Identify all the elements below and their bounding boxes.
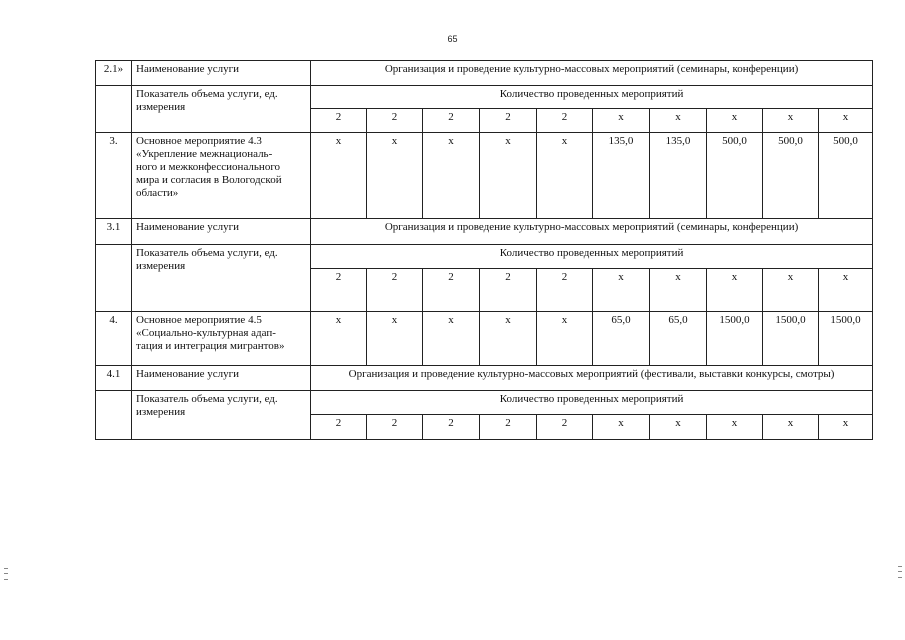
value-cell: 2 [367, 269, 423, 312]
value-cell: x [367, 312, 423, 366]
value-cell: 2 [423, 109, 480, 133]
value-cell: 1500,0 [707, 312, 763, 366]
measure-name: Количество проведенных мероприятий [311, 391, 873, 415]
value-cell: 2 [480, 269, 537, 312]
service-name: Организация и проведение культурно-массовых мероприятий (семинары, конференции) [311, 61, 873, 86]
service-label: Наименование услуги [132, 61, 311, 86]
indicator-label: Показатель объема услуги, ед. измерения [132, 245, 311, 312]
value-cell: x [763, 109, 819, 133]
row-number: 4. [96, 312, 132, 366]
program-table [95, 60, 873, 440]
table-row [96, 86, 873, 109]
row-number: 3. [96, 133, 132, 219]
value-cell: x [311, 133, 367, 219]
value-cell: 2 [311, 109, 367, 133]
service-label: Наименование услуги [132, 366, 311, 391]
row-number: 2.1» [96, 61, 132, 86]
value-cell: 500,0 [763, 133, 819, 219]
value-cell: x [650, 109, 707, 133]
value-cell: x [763, 269, 819, 312]
value-cell: x [593, 415, 650, 440]
row-number: 4.1 [96, 366, 132, 391]
value-cell: x [763, 415, 819, 440]
value-cell: x [650, 415, 707, 440]
row-number-empty [96, 245, 132, 312]
value-cell: x [537, 133, 593, 219]
value-cell: x [367, 133, 423, 219]
value-cell: 2 [311, 415, 367, 440]
value-cell: x [593, 109, 650, 133]
value-cell: x [480, 312, 537, 366]
value-cell: 2 [423, 415, 480, 440]
value-cell: x [819, 269, 873, 312]
row-number: 3.1 [96, 219, 132, 245]
measure-name: Количество проведенных мероприятий [311, 245, 873, 269]
service-name: Организация и проведение культурно-массовых мероприятий (семинары, конференции) [311, 219, 873, 245]
value-cell: 2 [537, 415, 593, 440]
value-cell: 2 [537, 269, 593, 312]
value-cell: x [707, 269, 763, 312]
right-edge-scan-mark [898, 566, 902, 578]
value-cell: 2 [537, 109, 593, 133]
value-cell: x [593, 269, 650, 312]
value-cell: x [480, 133, 537, 219]
table-row [96, 391, 873, 415]
indicator-label: Показатель объема услуги, ед. измерения [132, 391, 311, 440]
row-number-empty [96, 391, 132, 440]
service-name: Организация и проведение культурно-массовых мероприятий (фестивали, выставки конкурсы, смотры) [311, 366, 873, 391]
value-cell: x [423, 312, 480, 366]
value-cell: x [537, 312, 593, 366]
table-row [96, 61, 873, 86]
value-cell: x [707, 109, 763, 133]
value-cell: 65,0 [593, 312, 650, 366]
value-cell: 135,0 [650, 133, 707, 219]
value-cell: x [311, 312, 367, 366]
table-row [96, 219, 873, 245]
table-row [96, 133, 873, 219]
value-cell: 500,0 [819, 133, 873, 219]
value-cell: 2 [480, 415, 537, 440]
table-row [96, 312, 873, 366]
value-cell: 135,0 [593, 133, 650, 219]
value-cell: 2 [423, 269, 480, 312]
table-row [96, 245, 873, 269]
page-number: 65 [447, 34, 458, 44]
activity-name: Основное мероприятие 4.3 «Укрепление межнациональ- ного и межконфессионального мира и согласия в Вологодской области» [132, 133, 311, 219]
value-cell: x [819, 415, 873, 440]
activity-name: Основное мероприятие 4.5 «Социально-культурная адап- тация и интеграция мигрантов» [132, 312, 311, 366]
value-cell: x [707, 415, 763, 440]
value-cell: x [423, 133, 480, 219]
value-cell: 2 [480, 109, 537, 133]
table-row [96, 366, 873, 391]
service-label: Наименование услуги [132, 219, 311, 245]
value-cell: 500,0 [707, 133, 763, 219]
value-cell: x [650, 269, 707, 312]
row-number-empty [96, 86, 132, 133]
value-cell: 65,0 [650, 312, 707, 366]
value-cell: 2 [367, 415, 423, 440]
value-cell: 2 [311, 269, 367, 312]
measure-name: Количество проведенных мероприятий [311, 86, 873, 109]
value-cell: 2 [367, 109, 423, 133]
value-cell: x [819, 109, 873, 133]
indicator-label: Показатель объема услуги, ед. измерения [132, 86, 311, 133]
value-cell: 1500,0 [763, 312, 819, 366]
left-edge-scan-mark [4, 568, 8, 580]
value-cell: 1500,0 [819, 312, 873, 366]
